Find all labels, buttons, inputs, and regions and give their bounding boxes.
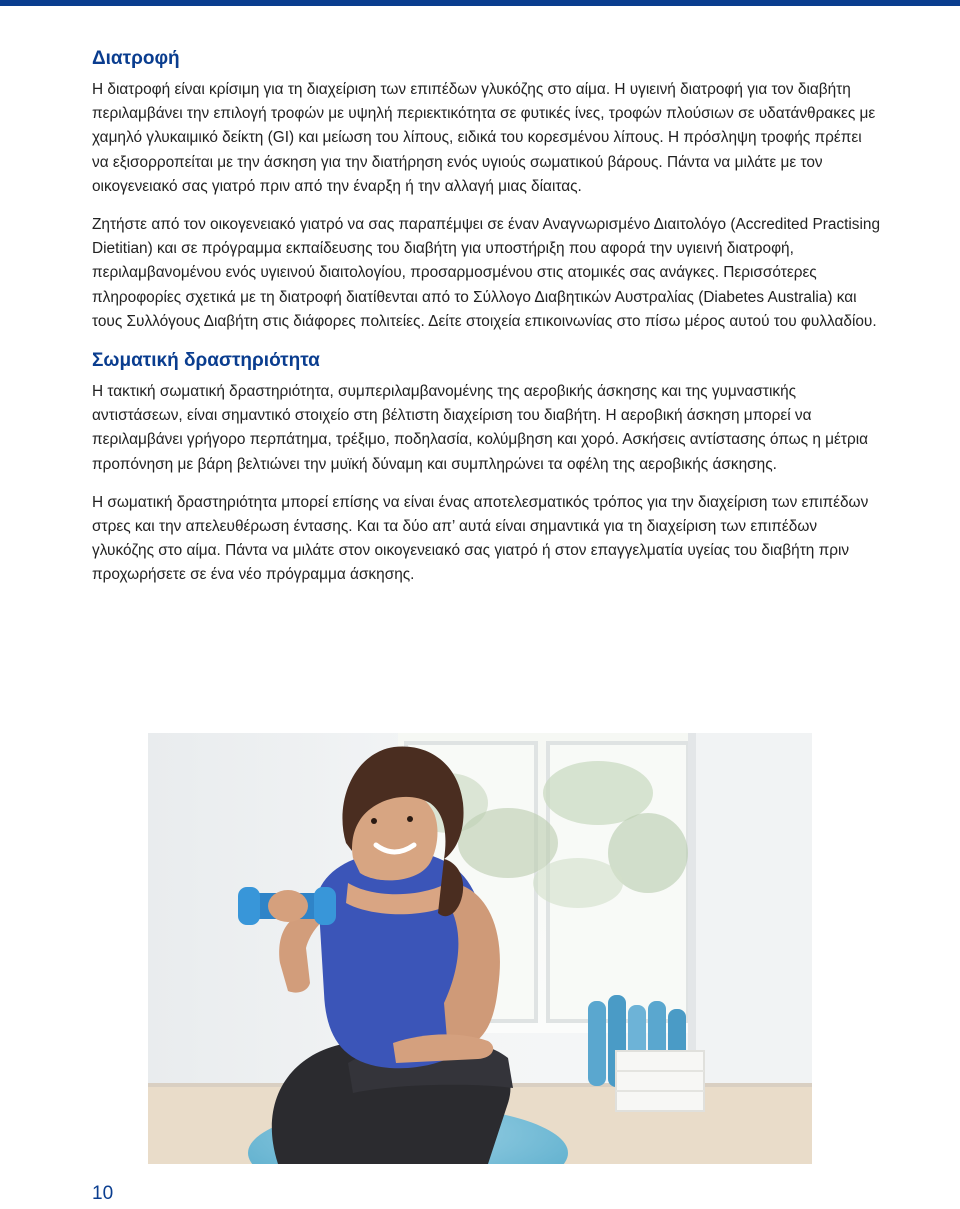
section-heading-physical-activity: Σωματική δραστηριότητα (92, 350, 320, 372)
section-heading-nutrition: Διατροφή (92, 48, 180, 69)
activity-paragraph-2: Η σωματική δραστηριότητα μπορεί επίσης να είναι ένας αποτελεσματικός τρόπος για την διαχείριση των επιπέδων στρες και την απελευθέρωση έντασης. Και τα δύο απ’ αυτά είναι σημαντικά για τη διαχείριση των επιπέδων γλυκόζης στο αίμα. Πάντα να μιλάτε στον οικογενειακό σας γιατρό ή στον επαγγελματία υγείας του διαβήτη πριν προχωρήσετε σε ένα νέο πρόγραμμα άσκησης. (92, 493, 869, 584)
nutrition-paragraph-2: Ζητήστε από τον οικογενειακό γιατρό να σας παραπέμψει σε έναν Αναγνωρισμένο Διαιτολόγο (Accredited Practising Dietitian) και σε πρόγραμμα εκπαίδευσης του διαβήτη για υποστήριξη που αφορά την υγιεινή διατροφή, περιλαμβανομένου ενός υγιεινού διαιτολογίου, προσαρμοσμένου στις ατομικές σας ανάγκες. Περισσότερες πληροφορίες σχετικά με τη διατροφή διατίθενται από το Σύλλογο Διαβητικών Αυστραλίας (Diabetes Australia) και τους Συλλόγους Διαβήτη στις διάφορες πολιτείες. Δείτε στοιχεία επικοινωνίας στο πίσω μέρος αυτού του φυλλαδίου. (92, 216, 881, 330)
nutrition-paragraph-1: Η διατροφή είναι κρίσιμη για τη διαχείριση των επιπέδων γλυκόζης στο αίμα. Η υγιεινή διατροφή για τον διαβήτη περιλαμβάνει την επιλογή τροφών με υψηλή περιεκτικότητα σε φυτικές ίνες, τροφών πλούσιων σε υδατάνθρακες με χαμηλό γλυκαιμικό δείκτη (GI) και μείωση του λίπους, ειδικά του κορεσμένου λίπους. Η πρόσληψη τροφής πρέπει να εξισορροπείται με την άσκηση για την διατήρηση ενός υγιούς σωματικού βάρους. Πάντα να μιλάτε με τον οικογενειακό σας γιατρό πριν από την έναρξη ή την αλλαγή μιας δίαιτας. (92, 81, 876, 195)
exercise-photo (148, 733, 812, 1164)
activity-paragraph-1: Η τακτική σωματική δραστηριότητα, συμπεριλαμβανομένης της αεροβικής άσκησης και της γυμναστικής αντιστάσεων, είναι σημαντικό στοιχείο στη βέλτιστη διαχείριση του διαβήτη. Η αεροβική άσκηση μπορεί να περιλαμβάνει γρήγορο περπάτημα, τρέξιμο, ποδηλασία, κολύμβηση και χορό. Ασκήσεις αντίστασης όπως η μέτρια προπόνηση με βάρη βελτιώνει την μυϊκή δύναμη και συμπληρώνει τα οφέλη της αεροβικής άσκησης. (92, 383, 869, 473)
page-content (92, 46, 882, 602)
page-number: 10 (92, 1183, 114, 1204)
top-accent-bar (0, 0, 960, 6)
